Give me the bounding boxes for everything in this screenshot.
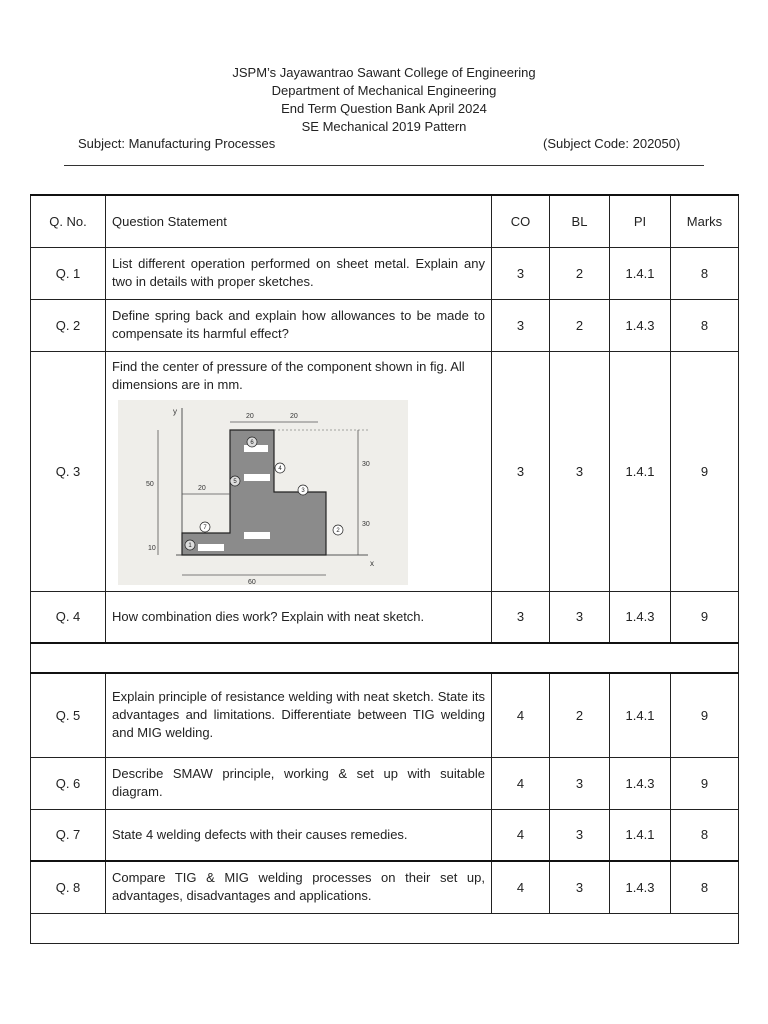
marks-value: 8	[671, 299, 739, 351]
pi-value: 1.4.3	[610, 861, 671, 913]
bl-value: 3	[550, 757, 610, 809]
label-patch	[244, 445, 268, 452]
qno: Q. 4	[31, 591, 106, 643]
table-row	[31, 351, 739, 591]
label-patch	[244, 474, 270, 481]
header-marks: Marks	[671, 195, 739, 247]
department-name: Department of Mechanical Engineering	[271, 83, 497, 98]
question-bank-title: End Term Question Bank April 2024	[281, 101, 487, 116]
pi-value: 1.4.1	[610, 809, 671, 861]
bl-value: 3	[550, 809, 610, 861]
marks-value: 9	[671, 673, 739, 757]
marker-label: 7	[203, 524, 207, 531]
header-pi: PI	[610, 195, 671, 247]
table-row	[31, 673, 739, 757]
subject-label: Subject: Manufacturing Processes	[78, 136, 276, 151]
marker-label: 1	[188, 542, 192, 549]
co-value: 3	[492, 247, 550, 299]
co-value: 4	[492, 673, 550, 757]
pi-value: 1.4.3	[610, 757, 671, 809]
x-axis-label: x	[370, 558, 374, 568]
marks-value: 8	[671, 809, 739, 861]
co-value: 4	[492, 809, 550, 861]
qno: Q. 5	[31, 673, 106, 757]
table-header-row	[31, 195, 739, 247]
pi-value: 1.4.1	[610, 673, 671, 757]
dim-label: 20	[246, 412, 254, 420]
co-value: 3	[492, 591, 550, 643]
marker-label: 6	[250, 439, 254, 446]
co-value: 4	[492, 861, 550, 913]
subject-code: (Subject Code: 202050)	[543, 136, 681, 151]
question-text: Explain principle of resistance welding with neat sketch. State its advantages and limitations. Differentiate between TIG welding and MIG welding.	[106, 673, 492, 757]
pi-value: 1.4.3	[610, 299, 671, 351]
question-text: Find the center of pressure of the component shown in fig. All dimensions are in mm.	[112, 358, 465, 392]
dim-label: 10	[148, 544, 156, 552]
pi-value: 1.4.3	[610, 591, 671, 643]
marks-value: 8	[671, 861, 739, 913]
header-divider	[64, 165, 704, 166]
question-text: How combination dies work? Explain with neat sketch.	[106, 591, 492, 643]
qno: Q. 7	[31, 809, 106, 861]
qno: Q. 2	[31, 299, 106, 351]
question-text: List different operation performed on sheet metal. Explain any two in details with proper sketches.	[106, 247, 492, 299]
table-row	[31, 757, 739, 809]
component-drawing	[118, 400, 408, 585]
pi-value: 1.4.1	[610, 247, 671, 299]
bl-value: 2	[550, 673, 610, 757]
co-value: 3	[492, 351, 550, 591]
marks-value: 9	[671, 351, 739, 591]
question-text: Define spring back and explain how allowances to be made to compensate its harmful effect?	[106, 299, 492, 351]
table-row	[31, 299, 739, 351]
bl-value: 2	[550, 247, 610, 299]
label-patch	[198, 544, 224, 551]
marks-value: 9	[671, 591, 739, 643]
marker-label: 4	[278, 465, 282, 472]
question-cell-with-figure	[106, 351, 492, 591]
marks-value: 8	[671, 247, 739, 299]
qno: Q. 1	[31, 247, 106, 299]
question-text: Compare TIG & MIG welding processes on their set up, advantages, disadvantages and applications.	[106, 861, 492, 913]
spacer-cell	[31, 643, 739, 673]
spacer-row	[31, 913, 739, 943]
dim-label: 30	[362, 520, 370, 528]
header-bl: BL	[550, 195, 610, 247]
table-row	[31, 861, 739, 913]
label-patch	[244, 532, 270, 539]
bl-value: 3	[550, 351, 610, 591]
marker-label: 5	[233, 478, 237, 485]
co-value: 4	[492, 757, 550, 809]
dim-label: 20	[198, 484, 206, 492]
marks-value: 9	[671, 757, 739, 809]
question-table	[30, 194, 739, 944]
y-axis-label: y	[173, 406, 177, 416]
qno: Q. 3	[31, 351, 106, 591]
table-row	[31, 591, 739, 643]
pi-value: 1.4.1	[610, 351, 671, 591]
qno: Q. 8	[31, 861, 106, 913]
header-co: CO	[492, 195, 550, 247]
dim-label: 60	[248, 578, 256, 585]
header-qno: Q. No.	[31, 195, 106, 247]
dim-label: 50	[146, 480, 154, 488]
bl-value: 2	[550, 299, 610, 351]
bl-value: 3	[550, 861, 610, 913]
question-text: State 4 welding defects with their causes remedies.	[106, 809, 492, 861]
spacer-row	[31, 643, 739, 673]
college-name: JSPM’s Jayawantrao Sawant College of Engineering	[232, 65, 536, 80]
dim-label: 20	[290, 412, 298, 420]
table-row	[31, 809, 739, 861]
qno: Q. 6	[31, 757, 106, 809]
component-figure	[118, 400, 485, 588]
dim-label: 30	[362, 460, 370, 468]
bl-value: 3	[550, 591, 610, 643]
table-row	[31, 247, 739, 299]
pattern-label: SE Mechanical 2019 Pattern	[301, 119, 467, 134]
co-value: 3	[492, 299, 550, 351]
spacer-cell	[31, 913, 739, 943]
marker-label: 3	[301, 487, 305, 494]
question-text: Describe SMAW principle, working & set up with suitable diagram.	[106, 757, 492, 809]
header-question: Question Statement	[106, 195, 492, 247]
marker-label: 2	[336, 527, 340, 534]
